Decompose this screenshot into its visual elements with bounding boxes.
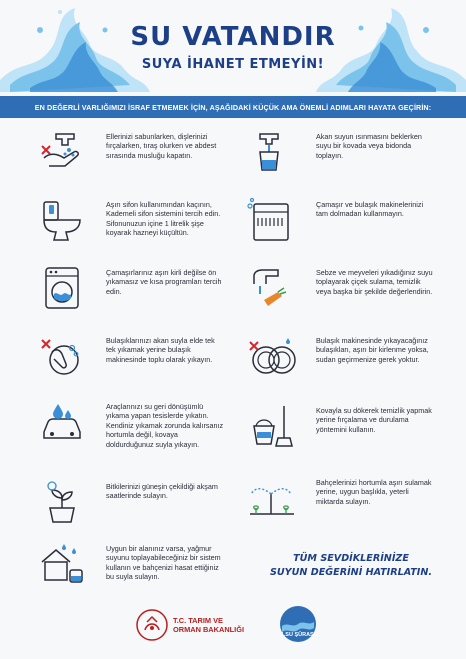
su-surasi-emblem-icon (278, 604, 318, 644)
plant-watering-icon (36, 478, 88, 526)
tip-left-2 (36, 196, 226, 244)
tip-right-5 (246, 402, 436, 450)
su-surasi-logo (278, 604, 318, 649)
tip-right-4 (246, 332, 436, 380)
tip-right-1-text: Akan suyun ısınmasını beklerken suyu bir kovada veya bidonda toplayın. (316, 132, 422, 160)
tip-left-6-text: Bitkilerinizi güneşin çekildiği akşam saatlerinde sulayın. (106, 482, 218, 501)
closing-line-2: SUYUN DEĞERİNİ HATIRLATIN. (269, 567, 433, 578)
car-wash-icon (36, 398, 88, 446)
tip-left-3-text: Çamaşırlarınız aşırı kirli değilse ön yıkamasız ve kısa programları tercih edin. (106, 268, 222, 296)
tip-left-6 (36, 478, 226, 526)
header (0, 0, 466, 92)
tip-right-3 (246, 264, 436, 312)
tip-left-2-text: Aşırı sifon kullanımından kaçının, Kademeli sifon sistemini tercih edin. Sifonunuzun içine 1 litrelik şişe koyarak hazneyi küçültün. (106, 200, 221, 238)
toilet-icon (36, 196, 88, 244)
closing-line-1: TÜM SEVDİKLERİNİZE (293, 553, 409, 564)
tip-left-1-text: Ellerinizi sabunlarken, dişlerinizi fırçalarken, tıraş olurken ve abdest sırasında musluğu kapatın. (106, 132, 217, 160)
tip-left-4 (36, 332, 226, 380)
tip-right-5-text: Kovayla su dökerek temizlik yapmak yerine fırçalama ve durulama yöntemini kullanın. (316, 406, 432, 434)
ministry-logo (135, 608, 244, 642)
tip-left-7-text: Uygun bir alanınız varsa, yağmur suyunu toplayabileceğiniz bir sistem kullanın ve bahçenizi hasat ettiğiniz bu suyla sulayın. (106, 544, 221, 582)
tip-left-5-text: Araçlarınızı su geri dönüşümlü yıkama yapan tesislerde yıkatın. Kendiniz yıkamak zorunda kalırsanız hortumla değil, kovaya doldurduğunuz suyla yıkayın. (106, 402, 224, 449)
tip-right-2-text: Çamaşır ve bulaşık makinelerinizi tam dolmadan kullanmayın. (316, 200, 424, 219)
tip-right-6-text: Bahçelerinizi hortumla aşırı sulamak yerine, uygun başlıkla, yeterli miktarda sulayın. (316, 478, 432, 506)
garden-sprinkler-icon (246, 474, 298, 522)
plates-icon (246, 332, 298, 380)
dishwasher-icon (246, 196, 298, 244)
page-title: SU VATANDIR (130, 22, 336, 52)
ministry-name-line-2: ORMAN BAKANLIĞI (173, 625, 245, 634)
tip-right-2 (246, 196, 436, 244)
dish-washing-icon (36, 332, 88, 380)
ministry-name-line-1: T.C. TARIM VE (173, 616, 223, 625)
intro-banner (0, 96, 466, 118)
rain-water-collection-icon (36, 540, 88, 588)
tip-right-1 (246, 128, 436, 176)
intro-banner-text: EN DEĞERLİ VARLIĞIMIZI İSRAF ETMEMEK İÇİN, AŞAĞIDAKİ KÜÇÜK AMA ÖNEMLİ ADIMLARI HAYATA GEÇİRİN: (34, 102, 432, 112)
tip-left-4-text: Bulaşıklarınızı akan suyla elde tek tek yıkamak yerine bulaşık makinesinde toplu olarak yıkayın. (106, 336, 215, 364)
bucket-mop-icon (246, 402, 298, 450)
tip-right-3-text: Sebze ve meyveleri yıkadığınız suyu toplayarak çiçek sulama, temizlik veya başka bir şekilde değerlendirin. (316, 268, 433, 296)
tip-right-4-text: Bulaşık makinesinde yıkayacağınız bulaşıkları, aşırı bir kirlenme yoksa, sudan geçirmenize gerek yoktur. (316, 336, 429, 364)
su-surasi-label: 1.SU ŞÛRASI (280, 632, 316, 638)
tip-left-1 (36, 128, 226, 176)
faucet-bucket-icon (246, 128, 298, 176)
hand-washing-faucet-icon (36, 128, 88, 176)
vegetable-washing-icon (246, 264, 298, 312)
tip-right-6 (246, 474, 436, 522)
washing-machine-icon (36, 264, 88, 312)
tip-left-3 (36, 264, 226, 312)
tip-left-7 (36, 540, 226, 588)
ministry-emblem-icon (135, 608, 169, 642)
page-subtitle: SUYA İHANET ETMEYİN! (141, 57, 325, 72)
closing-message (256, 552, 446, 580)
tip-left-5 (36, 398, 226, 449)
